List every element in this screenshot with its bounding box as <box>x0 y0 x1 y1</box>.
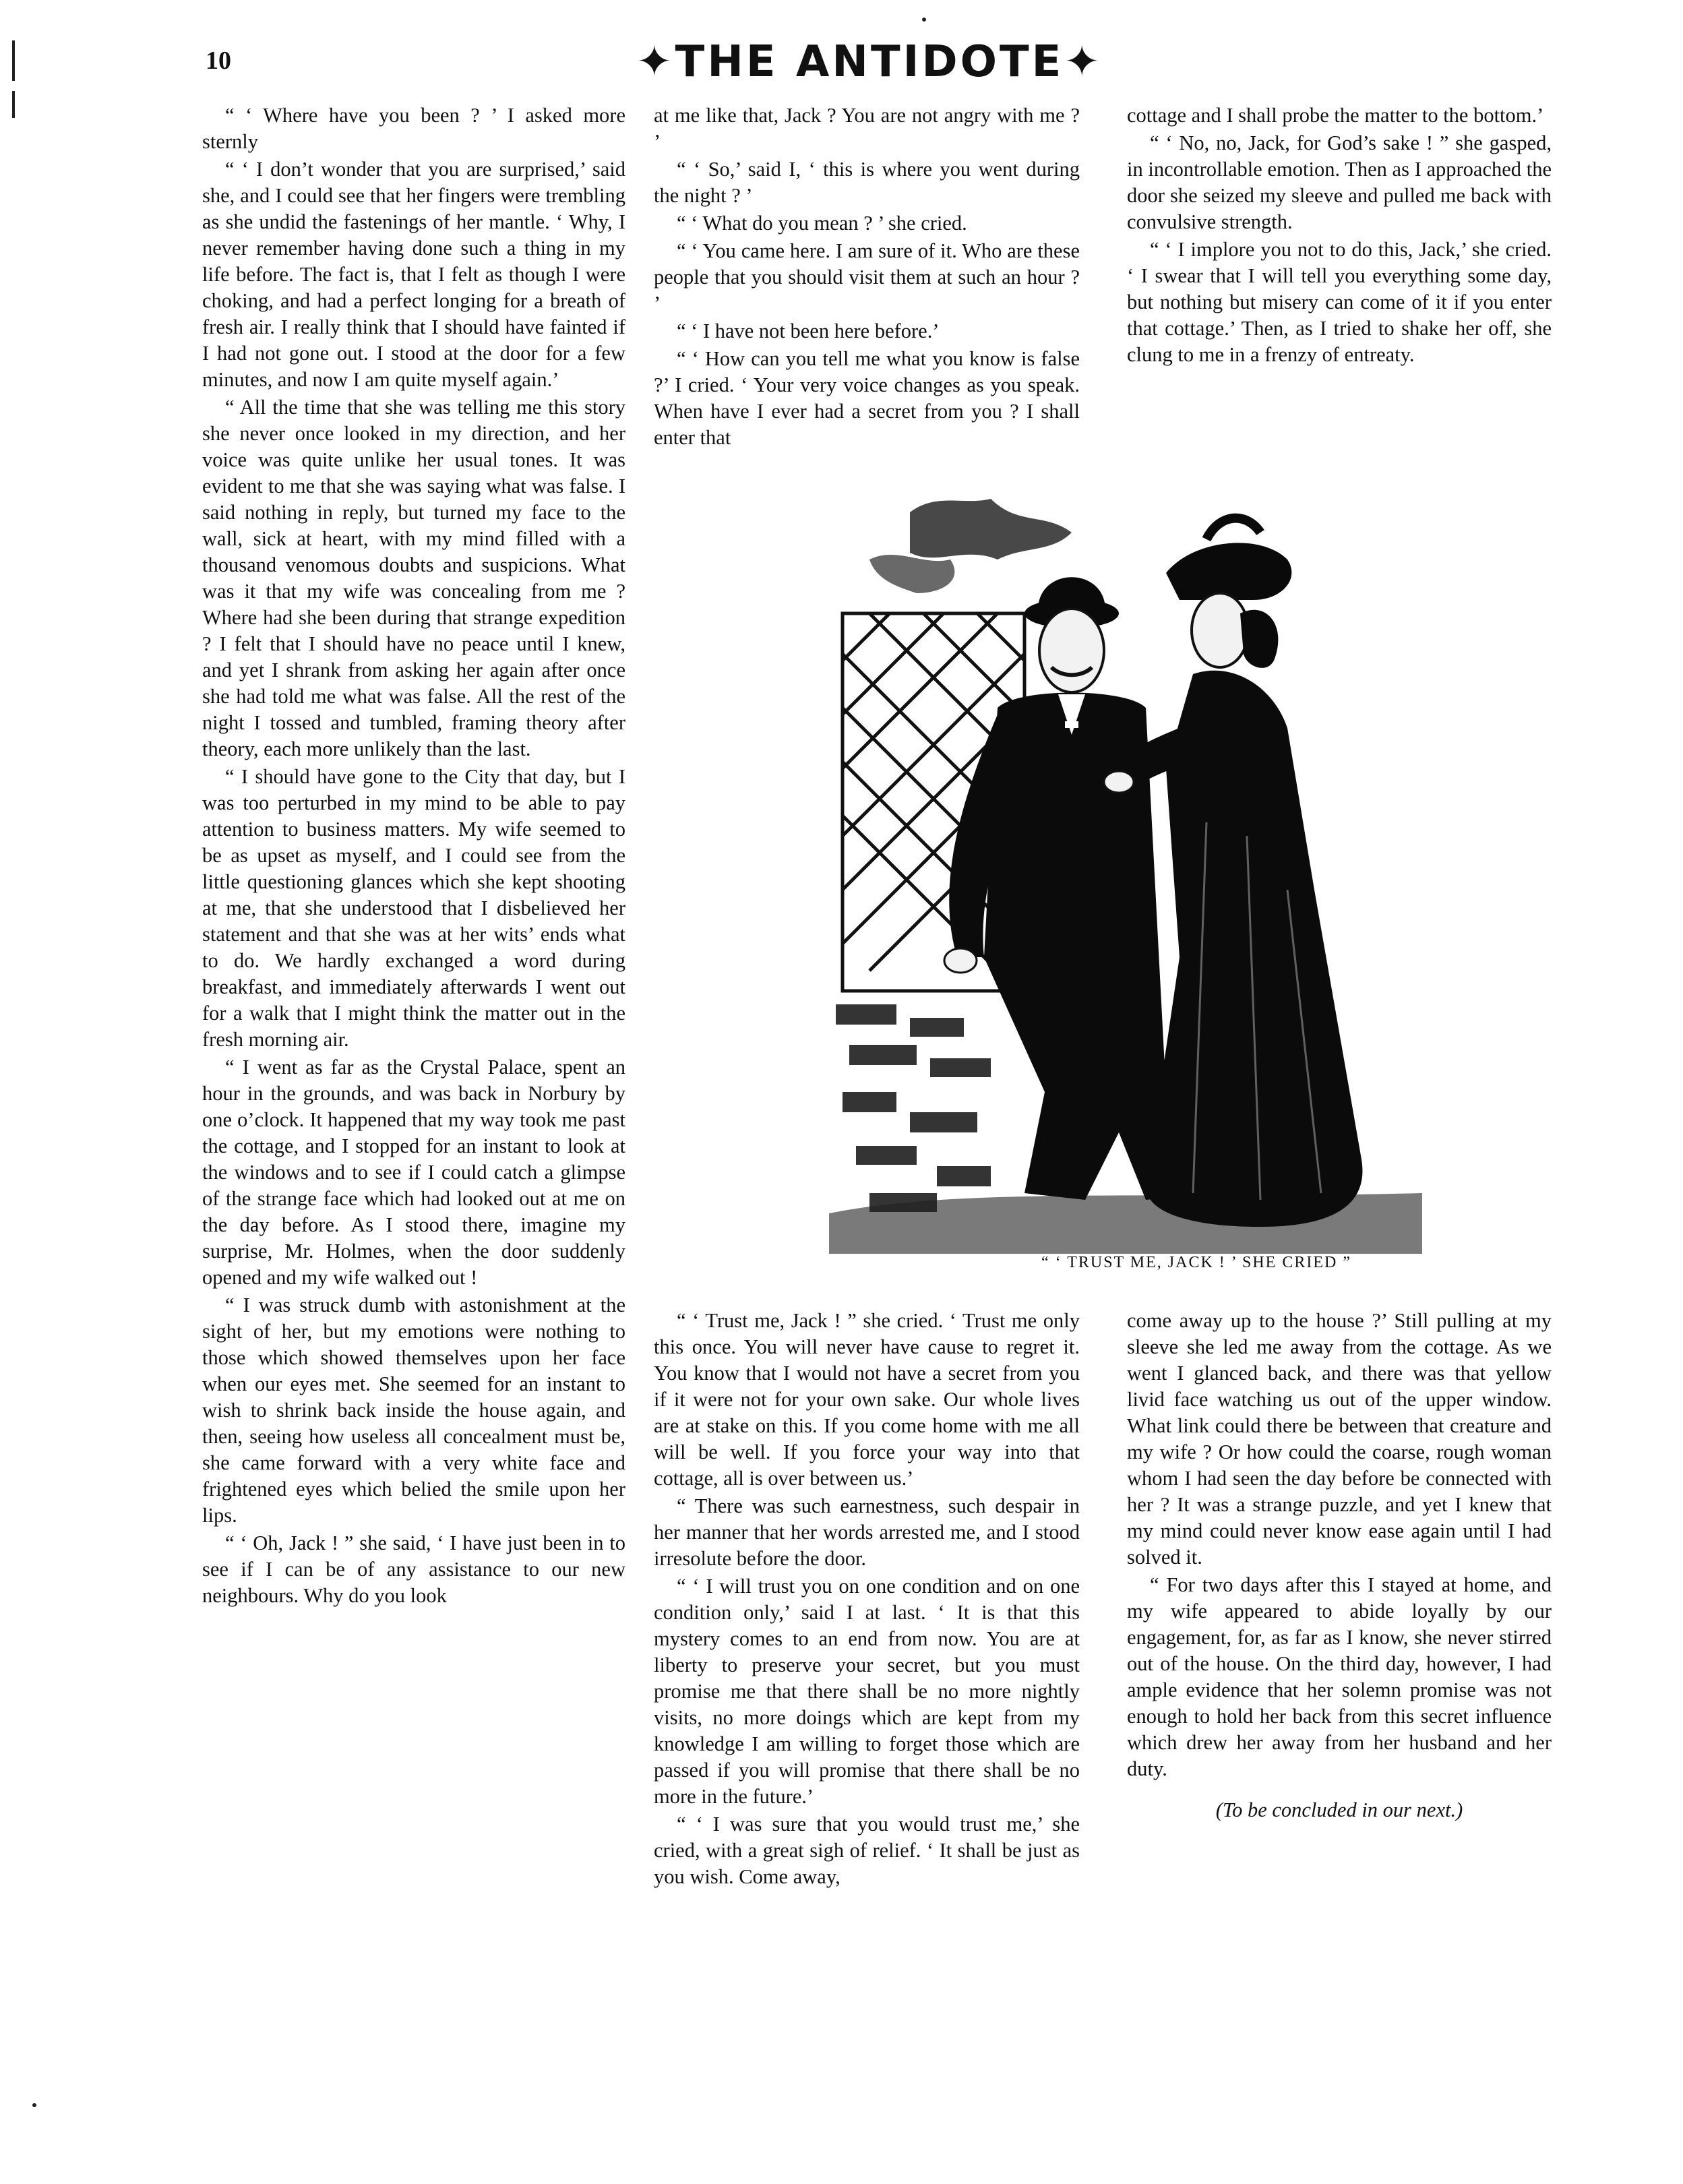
paragraph: “ ‘ Trust me, Jack ! ” she cried. ‘ Trust me only this once. You will never have cause to regret it. You know that I would not have a secret from you if it were not for your own sake. Our whole lives are at stake on this. If you come home with me all will be well. If you force your way into that cottage, all is over between us.’ <box>654 1309 1080 1490</box>
paragraph: “ ‘ I have not been here before.’ <box>677 320 940 342</box>
story-illustration <box>829 485 1422 1254</box>
paragraph: “ There was such earnestness, such despair in her manner that her words arrested me, and I stood irresolute before the door. <box>654 1494 1080 1570</box>
paragraph: “ ‘ I don’t wonder that you are surprised,’ said she, and I could see that her fingers were trembling as she undid the fastenings of her mantle. ‘ Why, I never remember having done such a thing in my life before. The fact is, that I felt as though I were choking, and had a perfect longing for a breath of fresh air. I really think that I should have fainted if I had not gone out. I stood at the door for a few minutes, and now I am quite myself again.’ <box>202 158 625 391</box>
paragraph: come away up to the house ?’ Still pulling at my sleeve she led me away from the cottage. As we went I glanced back, and there was that yellow livid face watching us out of the upper window. What link could there be between that creature and my wife ? Or how could the coarse, rough woman whom I had seen the day before be connected with her ? It was a strange puzzle, and yet I knew that my mind could never know ease again until I had solved it. <box>1127 1309 1552 1569</box>
print-speck <box>922 18 926 22</box>
paragraph: “ ‘ How can you tell me what you know is false ?’ I cried. ‘ Your very voice changes as you speak. When have I ever had a secret from you ? I shall enter that <box>654 347 1080 449</box>
page-number: 10 <box>206 47 231 75</box>
paragraph: “ I went as far as the Crystal Palace, spent an hour in the grounds, and was back in Norbury by one o’clock. It happened that my way took me past the cottage, and I stopped for an instant to look at the windows and to see if I could catch a glimpse of the strange face which had looked out at me on the day before. As I stood there, imagine my surprise, Mr. Holmes, when the door suddenly opened and my wife walked out ! <box>202 1056 625 1289</box>
paragraph: “ All the time that she was telling me this story she never once looked in my direction, and her voice was quite unlike her usual tones. It was evident to me that she was saying what was false. I said nothing in reply, but turned my face to the wall, sick at heart, with my mind filled with a thousand venomous doubts and suspicions. What was it that my wife was concealing from me ? Where had she been during that strange expedition ? I felt that I should have no peace until I knew, and yet I shrank from asking her again after once she had told me what was false. All the rest of the night I tossed and tumbled, framing theory after theory, each more unlikely than the last. <box>202 396 625 760</box>
paragraph: “ I should have gone to the City that day, but I was too perturbed in my mind to be able to pay attention to business matters. My wife seemed to be as upset as myself, and I could see from the little questioning glances which she kept shooting at me, that she understood that I disbelieved her statement and that she was at her wits’ ends what to do. We hardly exchanged a word during breakfast, and immediately afterwards I went out for a walk that I might think the matter out in the fresh morning air. <box>202 765 625 1051</box>
paragraph: “ ‘ Where have you been ? ’ I asked more sternly <box>202 104 625 153</box>
paragraph: “ ‘ So,’ said I, ‘ this is where you went during the night ? ’ <box>654 158 1080 207</box>
paragraph: “ ‘ What do you mean ? ’ she cried. <box>677 212 967 235</box>
paragraph: at me like that, Jack ? You are not angry with me ? ’ <box>654 104 1080 153</box>
continuation-note: (To be concluded in our next.) <box>1215 1798 1463 1821</box>
text-column-1 <box>202 102 625 2084</box>
paragraph: “ ‘ I was sure that you would trust me,’ she cried, with a great sigh of relief. ‘ It shall be just as you wish. Come away, <box>654 1813 1080 1888</box>
text-column-5 <box>1127 1308 1552 2083</box>
paragraph: “ ‘ No, no, Jack, for God’s sake ! ” she gasped, in incontrollable emotion. Then as I approached the door she seized my sleeve and pulled me back with convulsive strength. <box>1127 131 1552 233</box>
paragraph: “ ‘ I implore you not to do this, Jack,’ she cried. ‘ I swear that I will tell you everything some day, but nothing but misery can come of it if you enter that cottage.’ Then, as I tried to shake her off, she clung to me in a frenzy of entreaty. <box>1127 238 1552 366</box>
illustration-caption: “ ‘ TRUST ME, JACK ! ’ SHE CRIED ” <box>1041 1254 1351 1271</box>
paragraph: “ For two days after this I stayed at home, and my wife appeared to abide loyally by our engagement, for, as far as I know, she never stirred out of the house. On the third day, however, I had ample evidence that her solemn promise was not enough to hold her back from this secret influence which drew her away from her husband and her duty. <box>1127 1573 1552 1780</box>
paragraph: “ ‘ Oh, Jack ! ” she said, ‘ I have just been in to see if I can be of any assistance to our new neighbours. Why do you look <box>202 1531 625 1607</box>
text-column-3 <box>1127 102 1552 480</box>
text-column-2 <box>654 102 1080 453</box>
masthead-title: ✦THE ANTIDOTE✦ <box>636 37 1103 87</box>
print-speck <box>32 2103 36 2107</box>
margin-mark <box>12 40 15 81</box>
paragraph: cottage and I shall probe the matter to the bottom.’ <box>1127 104 1544 127</box>
text-column-4 <box>654 1308 1080 2083</box>
paragraph: “ ‘ I will trust you on one condition and on one condition only,’ said I at last. ‘ It is that this mystery comes to an end from now. You are at liberty to preserve your secret, but you must promise me that there shall be no more nightly visits, no more doings which are kept from my knowledge I am willing to forget those which are passed if you will promise that there shall be no more in the future.’ <box>654 1575 1080 1808</box>
margin-mark <box>12 91 15 118</box>
paragraph: “ ‘ You came here. I am sure of it. Who are these people that you should visit them at such an hour ? ’ <box>654 239 1080 315</box>
paragraph: “ I was struck dumb with astonishment at the sight of her, but my emotions were nothing to those which showed themselves upon her face when our eyes met. She seemed for an instant to wish to shrink back inside the house again, and then, seeing how useless all concealment must be, she came forward with a very white face and frightened eyes which belied the smile upon her lips. <box>202 1294 625 1527</box>
